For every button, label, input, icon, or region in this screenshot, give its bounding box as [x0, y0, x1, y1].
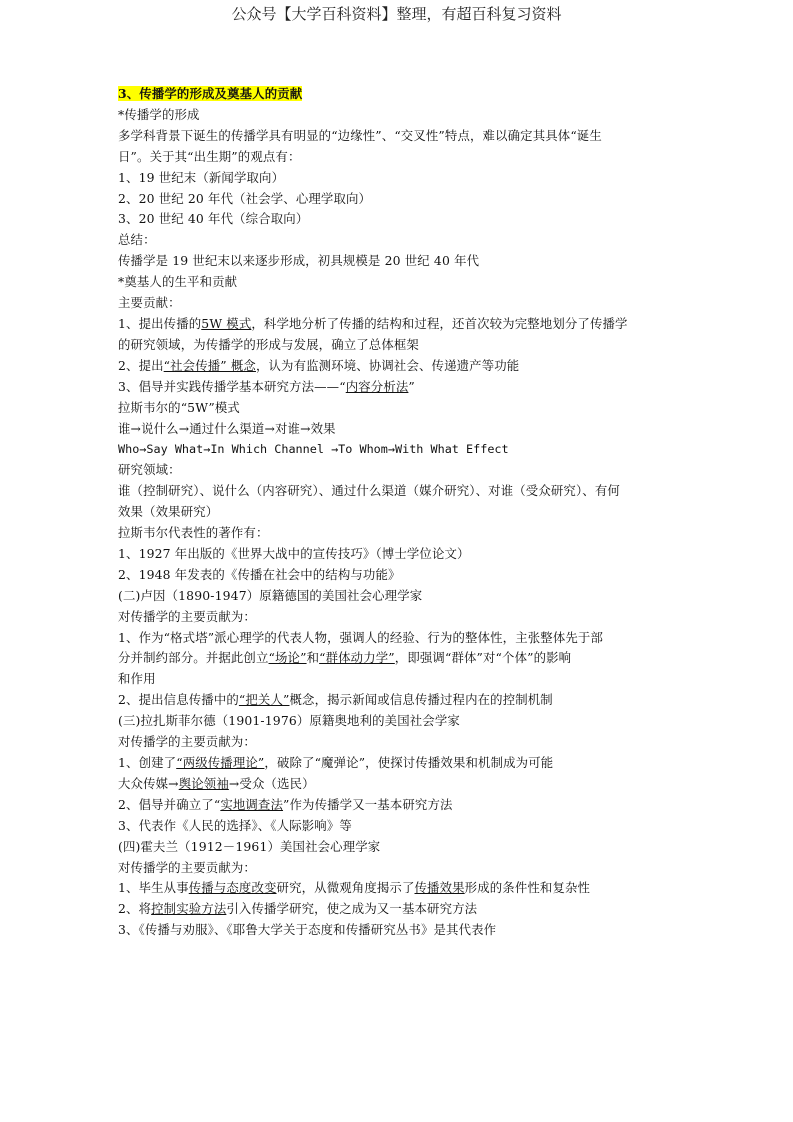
text-segment: 总结：	[118, 232, 156, 248]
text-segment: 1、毕生从事	[118, 880, 189, 896]
text-line	[118, 669, 688, 690]
text-line	[118, 774, 688, 795]
text-line	[118, 690, 688, 711]
text-segment: 对传播学的主要贡献为：	[118, 608, 256, 624]
underlined-term: 传播与态度改变	[188, 880, 277, 896]
text-segment: 和	[306, 650, 320, 666]
text-line	[118, 648, 688, 669]
text-line	[118, 502, 688, 523]
text-segment: ，破除了“魔弹论”，使探讨传播效果和机制成为可能	[264, 755, 554, 770]
text-segment: 主要贡献：	[118, 295, 181, 311]
text-line	[118, 858, 688, 879]
text-segment: 引入传播学研究，使之成为又一基本研究方法	[226, 901, 478, 917]
text-line	[118, 628, 688, 649]
text-segment: 2、将	[118, 901, 152, 917]
text-line	[118, 314, 688, 335]
text-line	[118, 126, 688, 147]
text-line	[118, 377, 688, 398]
text-line	[118, 84, 688, 105]
text-segment: 多学科背景下诞生的传播学具有明显的“边缘性”、“交叉性”特点，难以确定其具体“诞生	[118, 127, 602, 143]
text-line	[118, 419, 688, 440]
text-segment: 拉斯韦尔代表性的著作有：	[118, 525, 269, 541]
text-segment: 1、提出传播的	[118, 315, 202, 331]
text-line	[118, 105, 688, 126]
text-segment: 和作用	[118, 671, 156, 687]
text-line	[118, 230, 688, 251]
text-line	[118, 586, 688, 607]
text-line	[118, 753, 688, 774]
text-line	[118, 439, 688, 460]
underlined-term: 内容分析法	[345, 378, 409, 394]
text-line	[118, 878, 688, 899]
text-segment: 谁（控制研究）、说什么（内容研究）、通过什么渠道（媒介研究）、对谁（受众研究）、有何	[118, 483, 620, 499]
text-line	[118, 189, 688, 210]
text-line	[118, 293, 688, 314]
text-segment: 3、倡导并实践传播学基本研究方法——“	[118, 378, 346, 394]
text-segment: 拉斯韦尔的“5W”模式	[118, 399, 240, 415]
text-segment: 日”。关于其“出生期”的观点有：	[118, 148, 301, 164]
text-segment: (二)卢因（1890-1947）原籍德国的美国社会心理学家	[118, 587, 423, 603]
page-header: 公众号【大学百科资料】整理，有超百科复习资料	[231, 5, 562, 23]
text-segment: 3、20 世纪 40 年代（综合取向）	[118, 211, 309, 227]
text-segment: 传播学是 19 世纪末以来逐步形成，初具规模是 20 世纪 40 年代	[118, 253, 480, 269]
underlined-term: “两级传播理论”	[176, 755, 265, 770]
document-body	[118, 84, 688, 941]
underlined-term: “社会传播” 概念	[163, 357, 256, 373]
text-segment: 1、1927 年出版的《世界大战中的宣传技巧》（博士学位论文）	[118, 545, 470, 561]
text-segment: →受众（选民）	[228, 775, 315, 791]
text-segment: 谁→说什么→通过什么渠道→对谁→效果	[118, 420, 336, 436]
text-line	[118, 460, 688, 481]
underlined-term: 控制实验方法	[151, 901, 227, 917]
text-segment: 2、倡导并确立了“	[118, 796, 221, 812]
text-segment: 3、《传播与劝服》、《耶鲁大学关于态度和传播研究丛书》是其代表作	[118, 922, 497, 938]
text-segment: 2、1948 年发表的《传播在社会中的结构与功能》	[118, 566, 401, 582]
underlined-term: 实地调查法	[220, 796, 284, 812]
underlined-term: “群体动力学”	[319, 650, 395, 666]
text-segment: (四)霍夫兰（1912－1961）美国社会心理学家	[118, 838, 381, 854]
text-segment: 2、提出	[118, 357, 164, 373]
text-line	[118, 795, 688, 816]
text-line	[118, 920, 688, 941]
text-line	[118, 523, 688, 544]
text-line	[118, 544, 688, 565]
text-segment: *传播学的形成	[118, 106, 200, 122]
text-segment: 3、代表作《人民的选择》、《人际影响》等	[118, 817, 352, 833]
underlined-term: 传播效果	[414, 880, 465, 896]
text-segment: 效果（效果研究）	[118, 504, 219, 520]
text-line	[118, 837, 688, 858]
text-line	[118, 607, 688, 628]
text-line	[118, 481, 688, 502]
text-line	[118, 816, 688, 837]
text-line	[118, 147, 688, 168]
text-segment: ，认为有监测环境、协调社会、传递遗产等功能	[255, 357, 520, 373]
text-segment: 概念，揭示新闻或信息传播过程内在的控制机制	[289, 692, 553, 708]
text-line	[118, 711, 688, 732]
text-segment: ”	[408, 378, 415, 394]
underlined-term: “场论”	[268, 650, 307, 666]
text-segment: 1、创建了	[118, 755, 177, 770]
text-segment: (三)拉扎斯菲尔德（1901-1976）原籍奥地利的美国社会学家	[118, 713, 460, 729]
text-segment: 对传播学的主要贡献为：	[118, 734, 256, 750]
text-segment: 1、19 世纪末（新闻学取向）	[118, 169, 285, 185]
text-line	[118, 398, 688, 419]
text-line	[118, 251, 688, 272]
text-line	[118, 899, 688, 920]
highlighted-heading: 3、传播学的形成及奠基人的贡献	[118, 86, 303, 101]
text-segment: 2、提出信息传播中的	[118, 692, 239, 708]
text-line	[118, 168, 688, 189]
text-segment: Who→Say What→In Which Channel →To Whom→With What Effect	[118, 442, 509, 457]
text-segment: ”作为传播学又一基本研究方法	[283, 796, 453, 812]
text-segment: 研究，从微观角度揭示了	[276, 880, 415, 896]
text-line	[118, 732, 688, 753]
text-line	[118, 272, 688, 293]
underlined-term: 舆论领袖	[178, 775, 229, 791]
underlined-term: 5W 模式	[201, 315, 252, 331]
text-line	[118, 335, 688, 356]
text-line	[118, 565, 688, 586]
text-segment: 的研究领域，为传播学的形成与发展，确立了总体框架	[118, 336, 419, 352]
text-segment: ，科学地分析了传播的结构和过程，还首次较为完整地划分了传播学	[251, 315, 628, 331]
text-segment: 研究领域：	[118, 462, 181, 478]
text-segment: 2、20 世纪 20 年代（社会学、心理学取向）	[118, 190, 372, 206]
text-segment: ，即强调“群体”对“个体”的影响	[394, 650, 572, 666]
underlined-term: “把关人”	[238, 692, 290, 708]
text-segment: 对传播学的主要贡献为：	[118, 859, 256, 875]
text-segment: 1、作为“格式塔”派心理学的代表人物，强调人的经验、行为的整体性，主张整体先于部	[118, 629, 604, 645]
text-segment: *奠基人的生平和贡献	[118, 274, 238, 290]
text-line	[118, 356, 688, 377]
text-line	[118, 209, 688, 230]
text-segment: 形成的条件性和复杂性	[464, 880, 591, 896]
text-segment: 大众传媒→	[118, 775, 179, 791]
text-segment: 分并制约部分。并据此创立	[118, 650, 269, 666]
